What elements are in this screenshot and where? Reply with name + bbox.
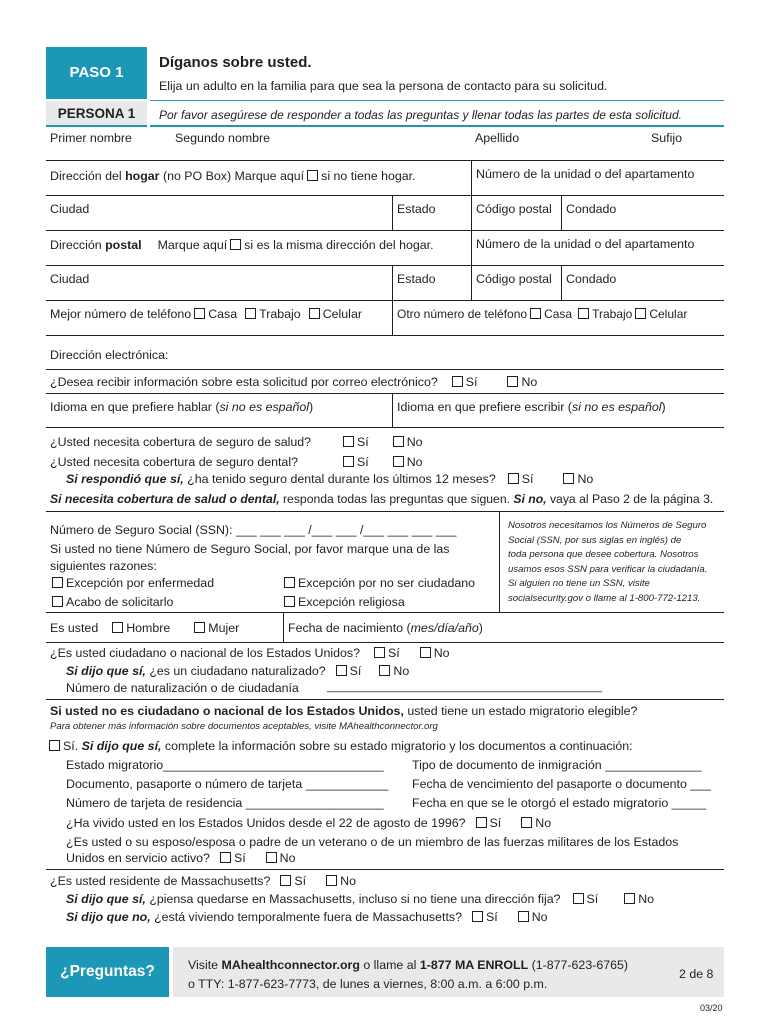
best-phone-cell-checkbox[interactable] xyxy=(309,308,320,319)
first-name-field[interactable]: Primer nombre xyxy=(50,131,132,145)
immigration-status-field[interactable]: Estado migratorio________________________________ xyxy=(66,758,384,772)
page-number: 2 de 8 xyxy=(679,967,714,981)
since-1996-question: ¿Ha vivido usted en los Estados Unidos desde el 22 de agosto de 1996? Sí No xyxy=(66,816,552,830)
dental-history-yes-checkbox[interactable] xyxy=(508,473,519,484)
home-unit-field[interactable]: Número de la unidad o del apartamento xyxy=(476,167,695,181)
help-line-1: Visite MAhealthconnector.org o llame al 1-877 MA ENROLL (1-877-623-6765) xyxy=(188,958,629,972)
best-phone-work-checkbox[interactable] xyxy=(245,308,256,319)
veteran-yes-checkbox[interactable] xyxy=(220,852,231,863)
spoken-language-field[interactable]: Idioma en que prefiere hablar (si no es español) xyxy=(50,400,314,414)
other-phone-field[interactable]: Otro número de teléfono Casa Trabajo Celular xyxy=(397,307,688,321)
ssn-field[interactable]: Número de Seguro Social (SSN): ___ ___ ___ /___ ___ /___ ___ ___ ___ xyxy=(50,523,457,537)
veteran-question-2: Unidos en servicio activo? Sí No xyxy=(66,851,296,865)
ssn-side-note: Nosotros necesitamos los Números de Seguro Social (SSN, por sus siglas en inglés) de toda persona que desee cobertura. Nosotros usamos esos SSN para verificar la ciudadanía. Si alguien no tiene un SSN, visite socialsecurity.gov o llame al 1-800-772-1213. xyxy=(508,520,708,604)
email-field[interactable]: Dirección electrónica: xyxy=(50,348,169,362)
ma-resident-no-checkbox[interactable] xyxy=(326,875,337,886)
since-1996-yes-checkbox[interactable] xyxy=(476,817,487,828)
step-badge: PASO 1 xyxy=(46,47,147,99)
status-date-field[interactable]: Fecha en que se le otorgó el estado migratorio _____ xyxy=(412,796,707,810)
ssn-noncitizen-option: Excepción por no ser ciudadano xyxy=(281,576,475,590)
no-home-checkbox[interactable] xyxy=(307,170,318,181)
other-phone-work-checkbox[interactable] xyxy=(578,308,589,319)
immigration-info: Para obtener más información sobre documentos aceptables, visite MAhealthconnector.org xyxy=(50,721,438,732)
instruction-text: Por favor asegúrese de responder a todas las preguntas y llenar todas las partes de esta solicitud. xyxy=(159,108,682,122)
health-no-checkbox[interactable] xyxy=(393,436,404,447)
immigration-heading: Si usted no es ciudadano o nacional de los Estados Unidos, usted tiene un estado migratorio elegible? xyxy=(50,704,638,718)
naturalized-no-checkbox[interactable] xyxy=(379,665,390,676)
citizen-yes-checkbox[interactable] xyxy=(374,647,385,658)
health-coverage-options: Sí No xyxy=(340,435,423,449)
ma-resident-question: ¿Es usted residente de Massachusetts? Sí No xyxy=(50,874,356,888)
best-phone-home-checkbox[interactable] xyxy=(194,308,205,319)
mail-city-field[interactable]: Ciudad xyxy=(50,272,90,286)
written-language-field[interactable]: Idioma en que prefiere escribir (si no es español) xyxy=(397,400,666,414)
mail-state-field[interactable]: Estado xyxy=(397,272,436,286)
questions-badge: ¿Preguntas? xyxy=(46,947,169,997)
ssn-illness-option: Excepción por enfermedad xyxy=(50,576,214,590)
since-1996-no-checkbox[interactable] xyxy=(521,817,532,828)
sex-field: Es usted Hombre Mujer xyxy=(50,621,240,635)
other-phone-cell-checkbox[interactable] xyxy=(635,308,646,319)
passport-expiration-field[interactable]: Fecha de vencimiento del pasaporte o documento ___ xyxy=(412,777,711,791)
home-county-field[interactable]: Condado xyxy=(566,202,617,216)
suffix-field[interactable]: Sufijo xyxy=(651,131,682,145)
dental-yes-checkbox[interactable] xyxy=(343,456,354,467)
home-zip-field[interactable]: Código postal xyxy=(476,202,552,216)
dental-history-question: Si respondió que sí, ¿ha tenido seguro dental durante los últimos 12 meses? Sí No xyxy=(66,472,594,486)
citizen-question: ¿Es usted ciudadano o nacional de los Estados Unidos? Sí No xyxy=(50,646,450,660)
email-yes-checkbox[interactable] xyxy=(452,376,463,387)
best-phone-field[interactable]: Mejor número de teléfono Casa Trabajo Celular xyxy=(50,307,362,321)
citizen-no-checkbox[interactable] xyxy=(420,647,431,658)
section-title: Díganos sobre usted. xyxy=(159,54,312,71)
ma-resident-yes-checkbox[interactable] xyxy=(280,875,291,886)
stay-yes-checkbox[interactable] xyxy=(573,893,584,904)
dental-history-no-checkbox[interactable] xyxy=(563,473,574,484)
home-state-field[interactable]: Estado xyxy=(397,202,436,216)
noncitizen-exception-checkbox[interactable] xyxy=(284,577,295,588)
same-as-home-checkbox[interactable] xyxy=(230,239,241,250)
temp-yes-checkbox[interactable] xyxy=(472,911,483,922)
immigration-yes-checkbox[interactable] xyxy=(49,740,60,751)
home-address-field[interactable]: Dirección del hogar (no PO Box) Marque aquí si no tiene hogar. xyxy=(50,169,416,183)
dental-coverage-options: Sí No xyxy=(340,455,423,469)
email-updates-question: ¿Desea recibir información sobre esta solicitud por correo electrónico? Sí No xyxy=(50,375,538,389)
mail-unit-field[interactable]: Número de la unidad o del apartamento xyxy=(476,237,695,251)
female-checkbox[interactable] xyxy=(194,622,205,633)
naturalization-number-label: Número de naturalización o de ciudadanía xyxy=(66,681,299,695)
immigration-yes-option: Sí. Si dijo que sí, complete la información sobre su estado migratorio y los documentos a continuación: xyxy=(46,739,633,753)
person-label: PERSONA 1 xyxy=(46,101,147,125)
coverage-instruction: Si necesita cobertura de salud o dental, responda todas las preguntas que siguen. Si no, vaya al Paso 2 de la página 3. xyxy=(50,492,714,506)
passport-number-field[interactable]: Documento, pasaporte o número de tarjeta ____________ xyxy=(66,777,389,791)
no-ssn-instruction-2: siguientes razones: xyxy=(50,559,157,573)
naturalization-number-field[interactable]: _____________________________________________ xyxy=(327,681,603,693)
email-no-checkbox[interactable] xyxy=(507,376,518,387)
website-link[interactable]: MAhealthconnector.org xyxy=(221,958,360,972)
last-name-field[interactable]: Apellido xyxy=(475,131,520,145)
stay-no-checkbox[interactable] xyxy=(624,893,635,904)
veteran-no-checkbox[interactable] xyxy=(266,852,277,863)
mail-address-field[interactable]: Dirección postal Marque aquí si es la misma dirección del hogar. xyxy=(50,238,434,252)
male-checkbox[interactable] xyxy=(112,622,123,633)
document-type-field[interactable]: Tipo de documento de inmigración ______________ xyxy=(412,758,702,772)
mail-zip-field[interactable]: Código postal xyxy=(476,272,552,286)
home-city-field[interactable]: Ciudad xyxy=(50,202,90,216)
mail-county-field[interactable]: Condado xyxy=(566,272,617,286)
veteran-question: ¿Es usted o su esposo/esposa o padre de un veterano o de un miembro de las fuerzas militares de los Estados xyxy=(66,835,679,849)
dob-field[interactable]: Fecha de nacimiento (mes/día/año) xyxy=(288,621,483,635)
dental-no-checkbox[interactable] xyxy=(393,456,404,467)
form-code: 03/20 xyxy=(700,1003,723,1013)
temp-no-checkbox[interactable] xyxy=(518,911,529,922)
illness-exception-checkbox[interactable] xyxy=(52,577,63,588)
naturalized-yes-checkbox[interactable] xyxy=(336,665,347,676)
health-yes-checkbox[interactable] xyxy=(343,436,354,447)
ssn-applied-option: Acabo de solicitarlo xyxy=(50,595,173,609)
help-line-2: o TTY: 1-877-623-7773, de lunes a viernes, 8:00 a.m. a 6:00 p.m. xyxy=(188,977,548,991)
section-subtitle: Elija un adulto en la familia para que sea la persona de contacto para su solicitud. xyxy=(159,79,608,93)
ssn-religious-option: Excepción religiosa xyxy=(281,595,405,609)
religious-exception-checkbox[interactable] xyxy=(284,596,295,607)
health-coverage-question: ¿Usted necesita cobertura de seguro de salud? xyxy=(50,435,312,449)
stay-in-ma-question: Si dijo que sí, ¿piensa quedarse en Massachusetts, incluso si no tiene una dirección fija? Sí No xyxy=(66,892,655,906)
middle-name-field[interactable]: Segundo nombre xyxy=(175,131,271,145)
naturalized-question: Si dijo que sí, ¿es un ciudadano naturalizado? Sí No xyxy=(66,664,410,678)
no-ssn-instruction: Si usted no tiene Número de Seguro Social, por favor marque una de las xyxy=(50,542,450,556)
other-phone-home-checkbox[interactable] xyxy=(530,308,541,319)
dental-coverage-question: ¿Usted necesita cobertura de seguro dental? xyxy=(50,455,298,469)
residency-card-field[interactable]: Número de tarjeta de residencia ____________________ xyxy=(66,796,384,810)
just-applied-checkbox[interactable] xyxy=(52,596,63,607)
temp-outside-question: Si dijo que no, ¿está viviendo temporalmente fuera de Massachusetts? Sí No xyxy=(66,910,548,924)
